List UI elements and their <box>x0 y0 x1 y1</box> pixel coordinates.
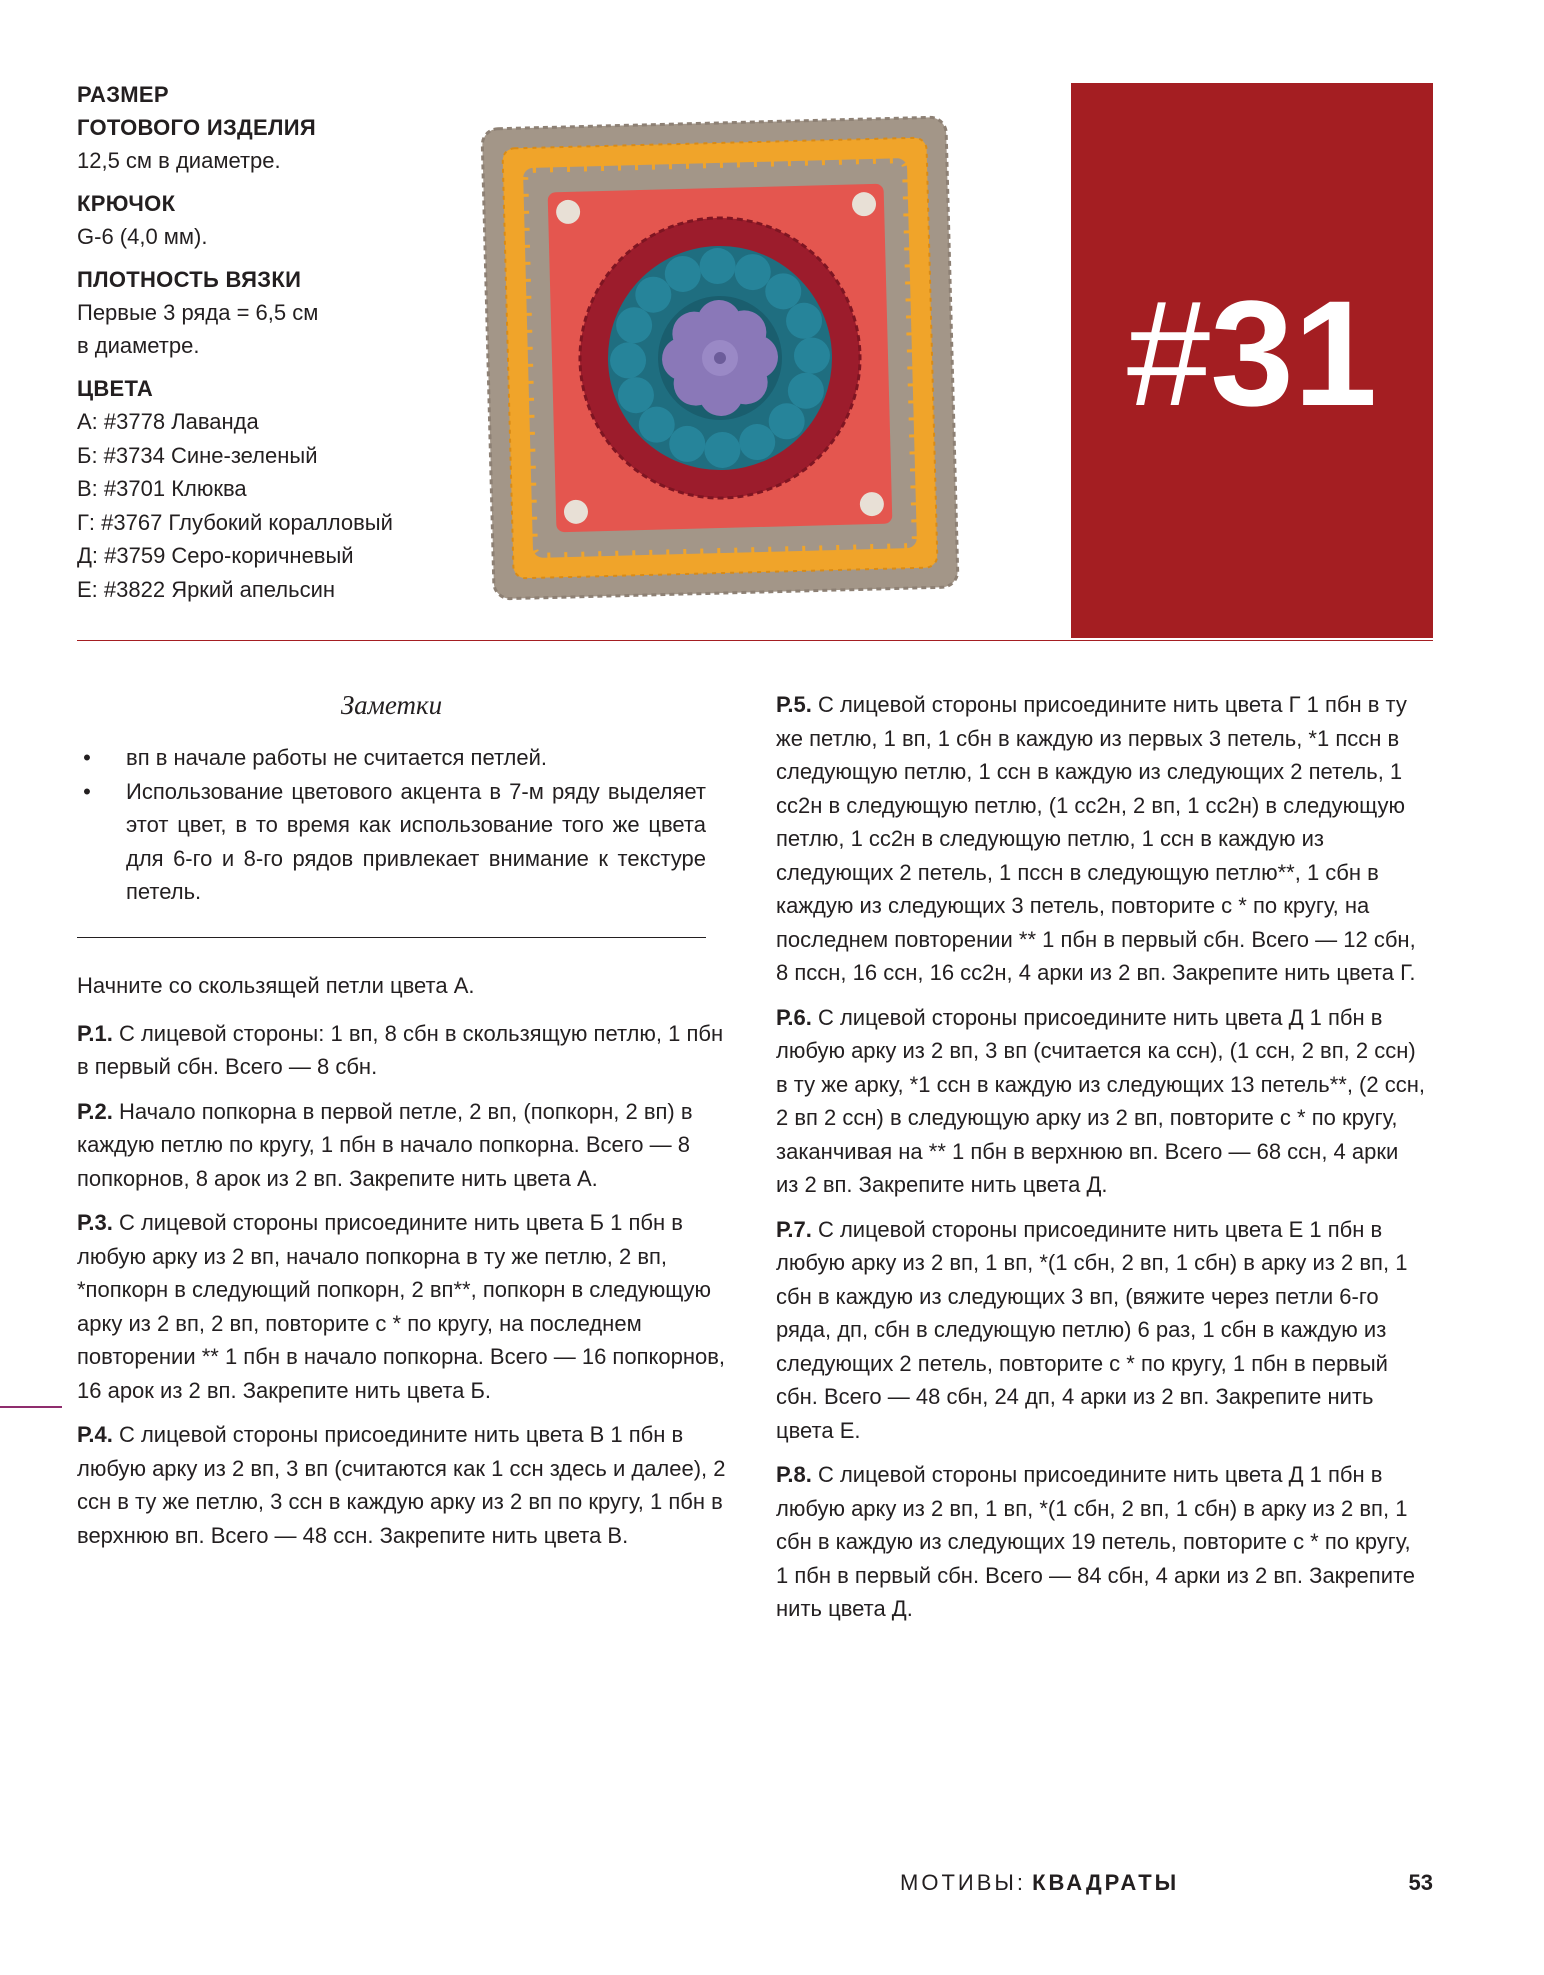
bullet-icon: • <box>83 745 91 770</box>
pattern-number-hash: # <box>1126 269 1211 437</box>
size-heading-line-2: ГОТОВОГО ИЗДЕЛИЯ <box>77 115 316 140</box>
bullet-icon: • <box>83 778 91 804</box>
note-text: вп в начале работы не считается петлей. <box>126 745 548 770</box>
crochet-square-photo <box>475 108 965 608</box>
row-3 <box>77 1206 727 1407</box>
notes-divider <box>77 937 706 938</box>
color-item-b: Б: #3734 Сине-зеленый <box>77 442 318 468</box>
row-label: Р.4. <box>77 1422 113 1447</box>
row-label: Р.7. <box>776 1216 812 1242</box>
size-value: 12,5 см в диаметре. <box>77 148 281 173</box>
hook-heading: КРЮЧОК <box>77 191 176 216</box>
row-label: Р.8. <box>776 1462 812 1487</box>
footer-subsection: КВАДРАТЫ <box>1032 1870 1180 1895</box>
row-label: Р.6. <box>776 1004 812 1030</box>
row-text: С лицевой стороны присоедините нить цвета Г 1 пбн в ту же петлю, 1 вп, 1 сбн в каждую из первых 3 петель, *1 пссн в следующую петлю, 1 ссн в каждую из следующих 2 петель, 1 сс2н в следующую петлю, (1 сс2н, 2 вп, 1 сс2н) в следующую петлю, 1 сс2н в следующую петлю, 1 ссн в каждую из следующих 2 петель, 1 пссн в следующую петлю**, 1 сбн в каждую из следующих 3 петель, повторите с * по кругу, на последнем повторении ** 1 пбн в первый сбн. Всего — 12 сбн, 8 пссн, 16 ссн, 16 сс2н, 4 арки из 2 вп. Закрепите нить цвета Г. <box>776 692 1416 985</box>
pattern-number-value: 31 <box>1210 269 1378 437</box>
row-4 <box>77 1418 727 1552</box>
crochet-square-icon <box>475 108 965 608</box>
color-item-v: В: #3701 Клюква <box>77 476 247 501</box>
list-item <box>77 741 706 775</box>
row-6 <box>776 1001 1426 1202</box>
row-text: С лицевой стороны присоедините нить цвета Е 1 пбн в любую арку из 2 вп, 1 вп, *(1 сбн, 2 вп, 1 сбн) в арку из 2 вп, 1 сбн в каждую из следующих 3 вп, (вяжите через петли 6-го ряда, дп, сбн в следующую петлю) 6 раз, 1 сбн в каждую из следующих 2 петель, повторите с * по кругу, 1 пбн в первый сбн. Всего — 48 сбн, 24 дп, 4 арки из 2 вп. Закрепите нить цвета Е. <box>776 1216 1408 1443</box>
row-label: Р.3. <box>77 1210 113 1235</box>
page-number: 53 <box>1408 1870 1433 1895</box>
color-item-e: Е: #3822 Яркий апельсин <box>77 576 336 602</box>
gauge-heading: ПЛОТНОСТЬ ВЯЗКИ <box>77 267 302 292</box>
instructions-left-column <box>77 969 727 1563</box>
row-text: С лицевой стороны: 1 вп, 8 сбн в скользящую петлю, 1 пбн в первый сбн. Всего — 8 сбн. <box>77 1020 724 1079</box>
row-2 <box>77 1095 727 1196</box>
row-label: Р.1. <box>77 1020 113 1046</box>
notes-list <box>77 741 706 909</box>
color-item-a: А: #3778 Лаванда <box>77 409 259 434</box>
instructions-right-column <box>776 688 1426 1637</box>
list-item <box>77 775 706 909</box>
row-text: С лицевой стороны присоедините нить цвета Б 1 пбн в любую арку из 2 вп, начало попкорна в ту же петлю, 2 вп, *попкорн в следующий попкорн, 2 вп**, попкорн в следующую арку из 2 вп, 2 вп, повторите с * по кругу, на последнем повторении ** 1 пбн в начало попкорна. Всего — 16 попкорнов, 16 арок из 2 вп. Закрепите нить цвета Б. <box>77 1210 726 1403</box>
pattern-specs <box>77 78 477 606</box>
intro-text: Начните со скользящей петли цвета А. <box>77 973 475 998</box>
color-item-d: Д: #3759 Серо-коричневый <box>77 543 354 568</box>
row-8 <box>776 1458 1426 1626</box>
margin-marker <box>0 1406 62 1408</box>
footer-section: МОТИВЫ: <box>900 1870 1026 1895</box>
gauge-value: Первые 3 ряда = 6,5 см <box>77 300 319 325</box>
size-heading: РАЗМЕР <box>77 82 169 107</box>
row-7 <box>776 1213 1426 1448</box>
row-label: Р.2. <box>77 1098 113 1124</box>
row-1 <box>77 1017 727 1084</box>
pattern-number <box>1071 269 1433 437</box>
page-footer <box>900 1870 1433 1896</box>
colors-heading: ЦВЕТА <box>77 376 154 401</box>
hook-value: G-6 (4,0 мм). <box>77 224 208 249</box>
row-text: Начало попкорна в первой петле, 2 вп, (попкорн, 2 вп) в каждую петлю по кругу, 1 пбн в начало попкорна. Всего — 8 попкорнов, 8 арок из 2 вп. Закрепите нить цвета А. <box>77 1098 693 1191</box>
row-text: С лицевой стороны присоедините нить цвета В 1 пбн в любую арку из 2 вп, 3 вп (считаются как 1 ссн здесь и далее), 2 ссн в ту же петлю, 3 ссн в каждую арку из 2 вп по кругу, 1 пбн в верхнюю вп. Всего — 48 ссн. Закрепите нить цвета В. <box>77 1422 726 1548</box>
header-divider <box>77 640 1433 641</box>
gauge-value-line-2: в диаметре. <box>77 333 200 358</box>
pattern-number-box <box>1071 83 1433 638</box>
row-5 <box>776 688 1426 990</box>
note-text: Использование цветового акцента в 7-м ряду выделяет этот цвет, в то время как использование того же цвета для 6-го и 8-го рядов привлекает внимание к текстуре петель. <box>126 778 706 904</box>
row-text: С лицевой стороны присоедините нить цвета Д 1 пбн в любую арку из 2 вп, 1 вп, *(1 сбн, 2 вп, 1 сбн) в арку из 2 вп, 1 сбн в каждую из следующих 19 петель, повторите с * по кругу, 1 пбн в первый сбн. Всего — 84 сбн, 4 арки из 2 вп. Закрепите нить цвета Д. <box>776 1462 1416 1621</box>
row-text: С лицевой стороны присоедините нить цвета Д 1 пбн в любую арку из 2 вп, 3 вп (считается ка ссн), (1 ссн, 2 вп, 2 ссн) в ту же арку, *1 ссн в каждую из следующих 13 петель**, (2 ссн, 2 вп 2 ссн) в следующую арку из 2 вп, повторите с * по кругу, заканчивая на ** 1 пбн в верхнюю вп. Всего — 68 ссн, 4 арки из 2 вп. Закрепите нить цвета Д. <box>776 1004 1425 1197</box>
row-label: Р.5. <box>776 692 812 717</box>
color-item-g: Г: #3767 Глубокий коралловый <box>77 509 393 535</box>
notes-title: Заметки <box>340 690 443 720</box>
